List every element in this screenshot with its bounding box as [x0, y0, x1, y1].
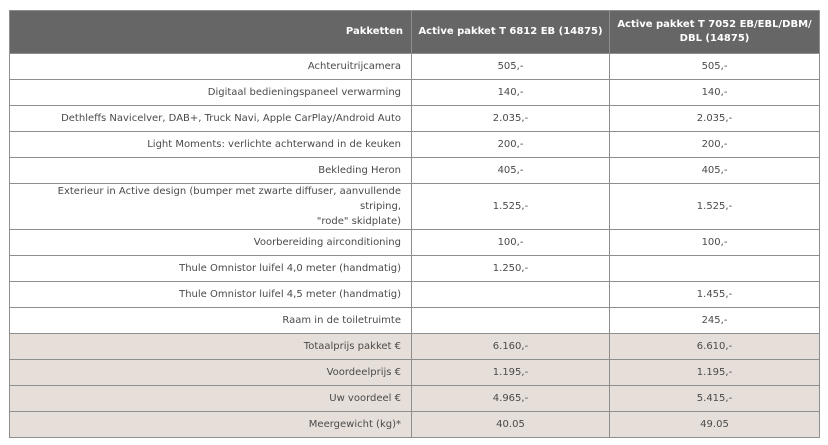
row-price-t6812: 140,-	[412, 80, 610, 106]
row-price-t7052: 245,-	[610, 308, 820, 334]
table-row	[10, 158, 820, 184]
table-row	[10, 184, 820, 230]
row-label: Thule Omnistor luifel 4,5 meter (handmatig)	[10, 282, 412, 308]
summary-label: Voordeelprijs €	[10, 360, 412, 386]
header-packages: Pakketten	[10, 11, 412, 54]
row-price-t6812: 405,-	[412, 158, 610, 184]
row-label: Thule Omnistor luifel 4,0 meter (handmatig)	[10, 256, 412, 282]
row-label: Dethleffs Navicelver, DAB+, Truck Navi, Apple CarPlay/Android Auto	[10, 106, 412, 132]
header-package-t7052-line1: Active pakket T 7052 EB/EBL/DBM/	[617, 19, 812, 30]
summary-label: Totaalprijs pakket €	[10, 334, 412, 360]
summary-value-t6812: 40.05	[412, 412, 610, 438]
summary-row-your-advantage	[10, 386, 820, 412]
row-label: Achteruitrijcamera	[10, 54, 412, 80]
row-price-t7052: 2.035,-	[610, 106, 820, 132]
row-price-t7052	[610, 256, 820, 282]
row-price-t7052: 140,-	[610, 80, 820, 106]
row-price-t7052: 1.525,-	[610, 184, 820, 230]
row-price-t7052: 405,-	[610, 158, 820, 184]
summary-value-t6812: 1.195,-	[412, 360, 610, 386]
row-price-t6812: 505,-	[412, 54, 610, 80]
header-package-t7052	[610, 11, 820, 54]
table-row	[10, 106, 820, 132]
summary-value-t7052: 5.415,-	[610, 386, 820, 412]
row-label-line1: Exterieur in Active design (bumper met zwarte diffuser, aanvullende striping,	[57, 186, 401, 212]
row-price-t7052: 200,-	[610, 132, 820, 158]
summary-label: Uw voordeel €	[10, 386, 412, 412]
table-row	[10, 282, 820, 308]
header-package-t7052-line2: DBL (14875)	[679, 33, 750, 44]
table-row	[10, 256, 820, 282]
row-price-t7052: 505,-	[610, 54, 820, 80]
table-row	[10, 132, 820, 158]
summary-value-t6812: 4.965,-	[412, 386, 610, 412]
summary-row-discount-price	[10, 360, 820, 386]
summary-value-t7052: 6.610,-	[610, 334, 820, 360]
row-label: Light Moments: verlichte achterwand in de keuken	[10, 132, 412, 158]
table-row	[10, 54, 820, 80]
row-price-t6812: 100,-	[412, 230, 610, 256]
table-header-row	[10, 11, 820, 54]
row-label: Voorbereiding airconditioning	[10, 230, 412, 256]
row-label: Digitaal bedieningspaneel verwarming	[10, 80, 412, 106]
table-row	[10, 80, 820, 106]
row-price-t6812: 1.525,-	[412, 184, 610, 230]
summary-value-t6812: 6.160,-	[412, 334, 610, 360]
row-price-t7052: 1.455,-	[610, 282, 820, 308]
row-price-t6812: 200,-	[412, 132, 610, 158]
summary-row-extra-weight	[10, 412, 820, 438]
header-package-t6812: Active pakket T 6812 EB (14875)	[412, 11, 610, 54]
row-price-t7052: 100,-	[610, 230, 820, 256]
row-label: Raam in de toiletruimte	[10, 308, 412, 334]
row-price-t6812: 2.035,-	[412, 106, 610, 132]
package-price-table	[9, 10, 820, 438]
summary-row-total-price	[10, 334, 820, 360]
table-row	[10, 230, 820, 256]
summary-value-t7052: 49.05	[610, 412, 820, 438]
row-label-line2: "rode" skidplate)	[316, 216, 401, 227]
summary-value-t7052: 1.195,-	[610, 360, 820, 386]
row-label	[10, 184, 412, 230]
table-row	[10, 308, 820, 334]
row-price-t6812: 1.250,-	[412, 256, 610, 282]
row-price-t6812	[412, 308, 610, 334]
row-label: Bekleding Heron	[10, 158, 412, 184]
summary-label: Meergewicht (kg)*	[10, 412, 412, 438]
row-price-t6812	[412, 282, 610, 308]
